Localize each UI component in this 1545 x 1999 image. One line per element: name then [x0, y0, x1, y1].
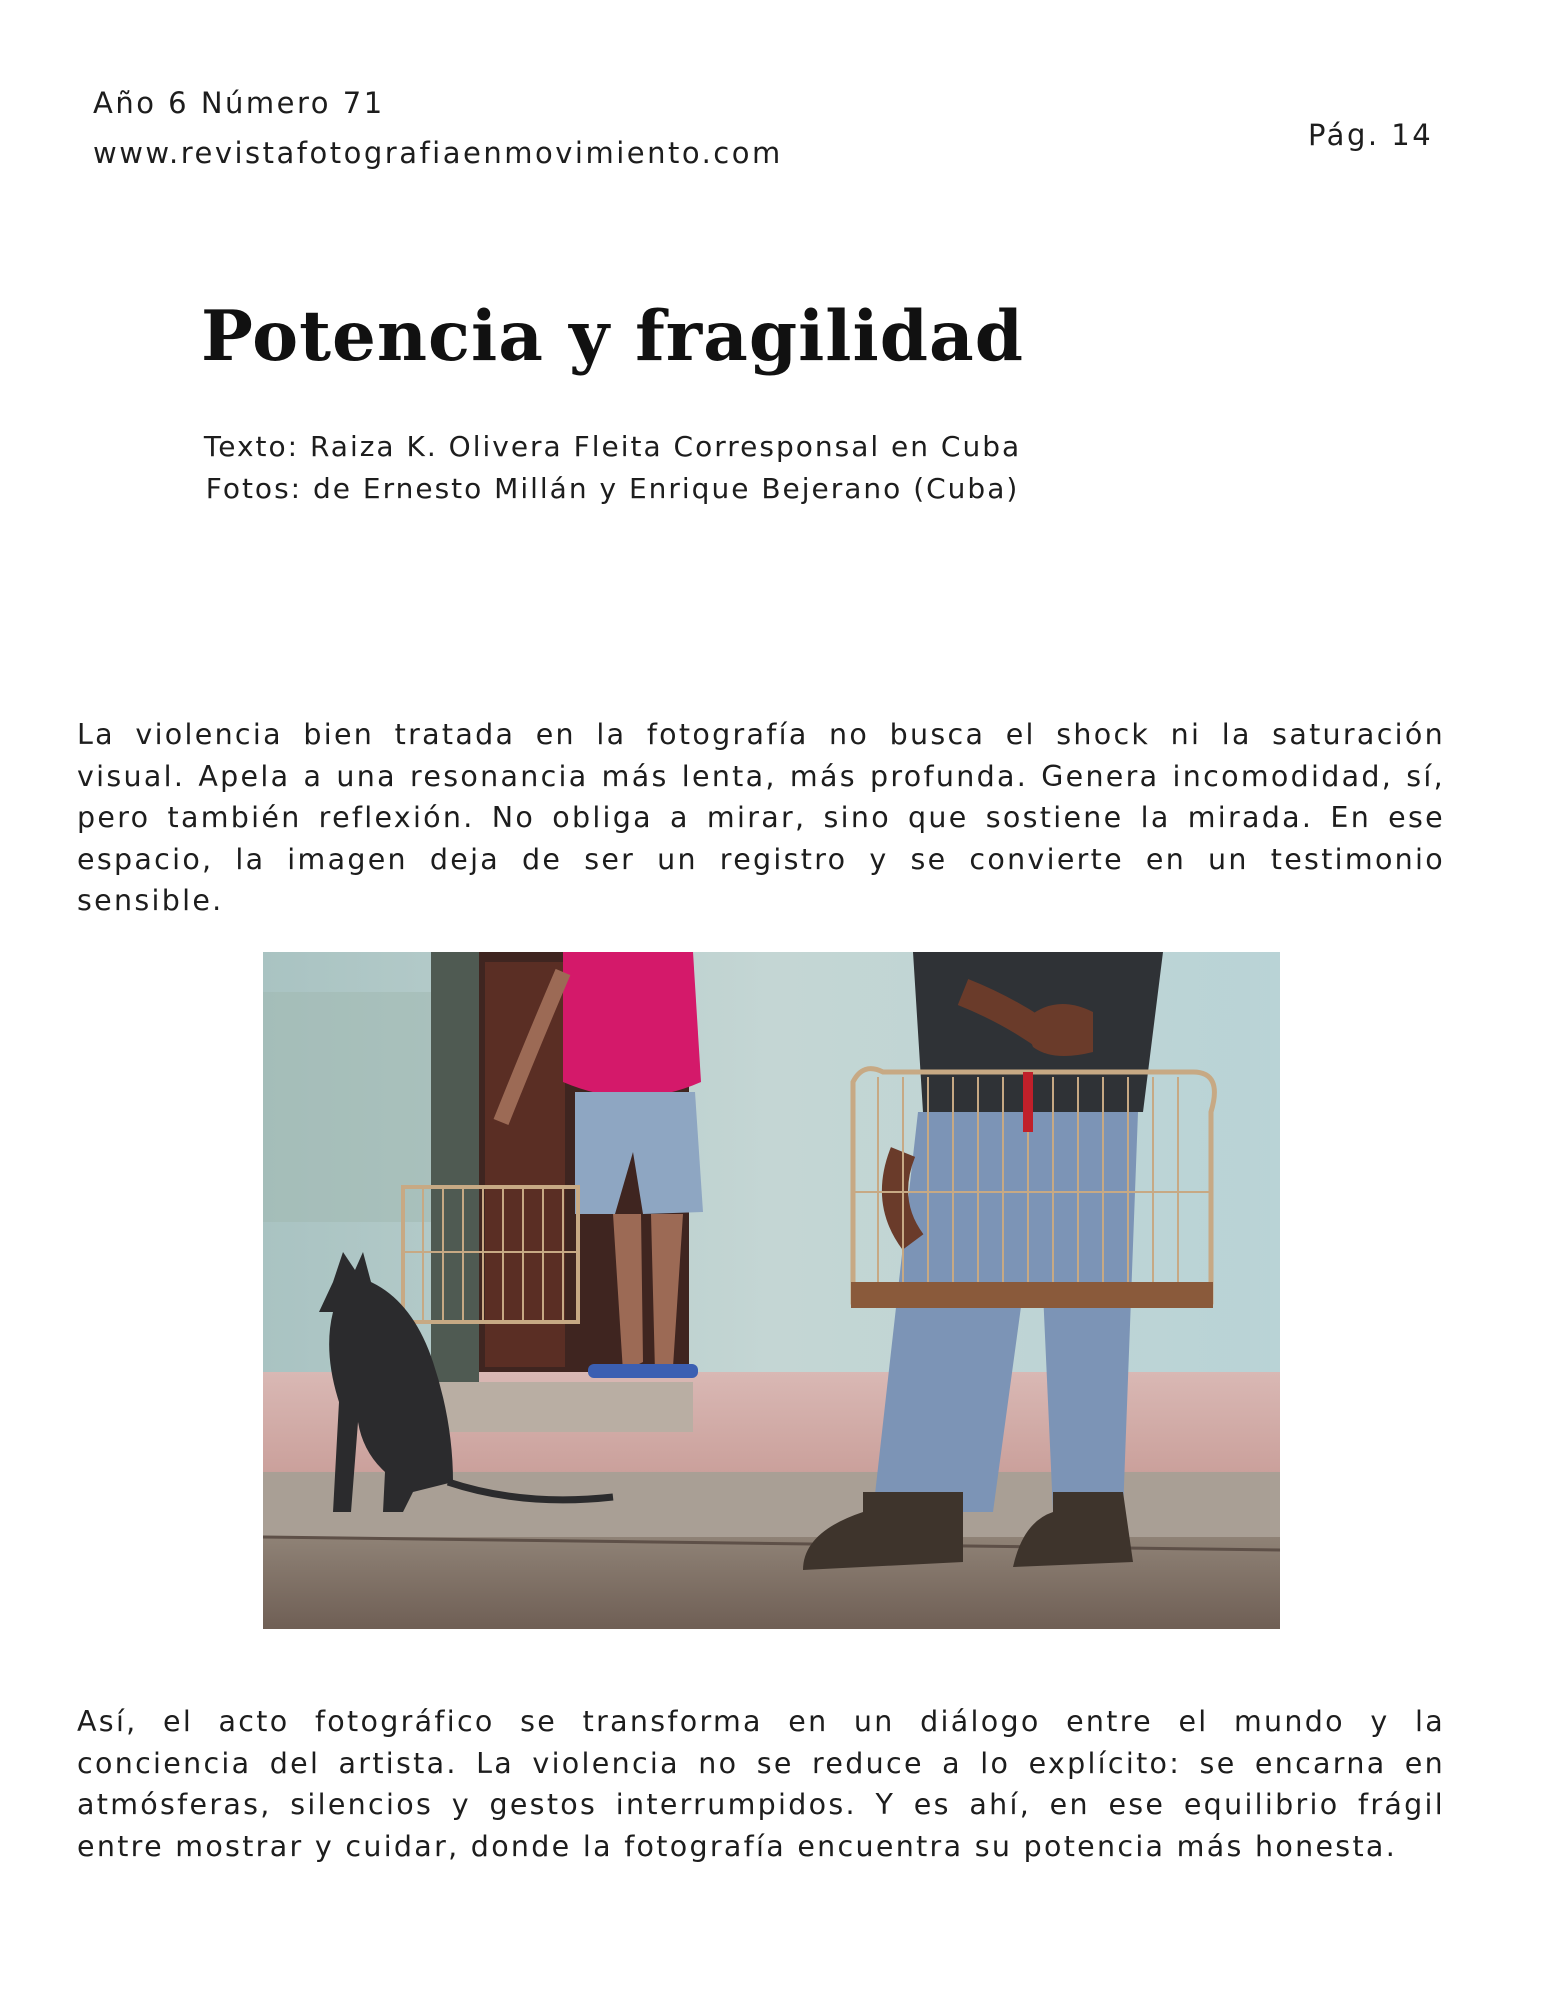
woman-shirt	[563, 952, 701, 1097]
woman-sandals	[588, 1364, 698, 1378]
article-credits	[0, 426, 1225, 510]
website-url[interactable]: www.revistafotografiaenmovimiento.com	[93, 136, 783, 170]
closing-paragraph: Así, el acto fotográfico se transforma en un diálogo entre el mundo y la conciencia del artista. La violencia no se reduce a lo explícito: se encarna en atmósferas, silencios y gestos interrumpidos. Y es ahí, en ese equilibrio frágil entre mostrar y cuidar, donde la fotografía encuentra su potencia más honesta.	[77, 1705, 1445, 1863]
article-title: Potencia y fragilidad	[201, 296, 1024, 377]
author-credit: Texto: Raiza K. Olivera Fleita Corresponsal en Cuba	[203, 430, 1022, 463]
door	[485, 962, 565, 1367]
intro-paragraph: La violencia bien tratada en la fotografía no busca el shock ni la saturación visual. Apela a una resonancia más lenta, más profunda. Genera incomodidad, sí, pero también reflexión. No obliga a mirar, sino que sostiene la mirada. En ese espacio, la imagen deja de ser un registro y se convierte en un testimonio sensible.	[77, 718, 1445, 917]
cage-base	[851, 1282, 1213, 1308]
cage-ribbon	[1023, 1072, 1033, 1132]
issue-number: Año 6 Número 71	[93, 86, 385, 120]
article-photo	[263, 952, 1280, 1629]
photo-credit: Fotos: de Ernesto Millán y Enrique Bejerano (Cuba)	[205, 472, 1020, 505]
page-number: Pág. 14	[1308, 118, 1434, 152]
door-step	[433, 1382, 693, 1432]
door-frame	[431, 952, 479, 1382]
